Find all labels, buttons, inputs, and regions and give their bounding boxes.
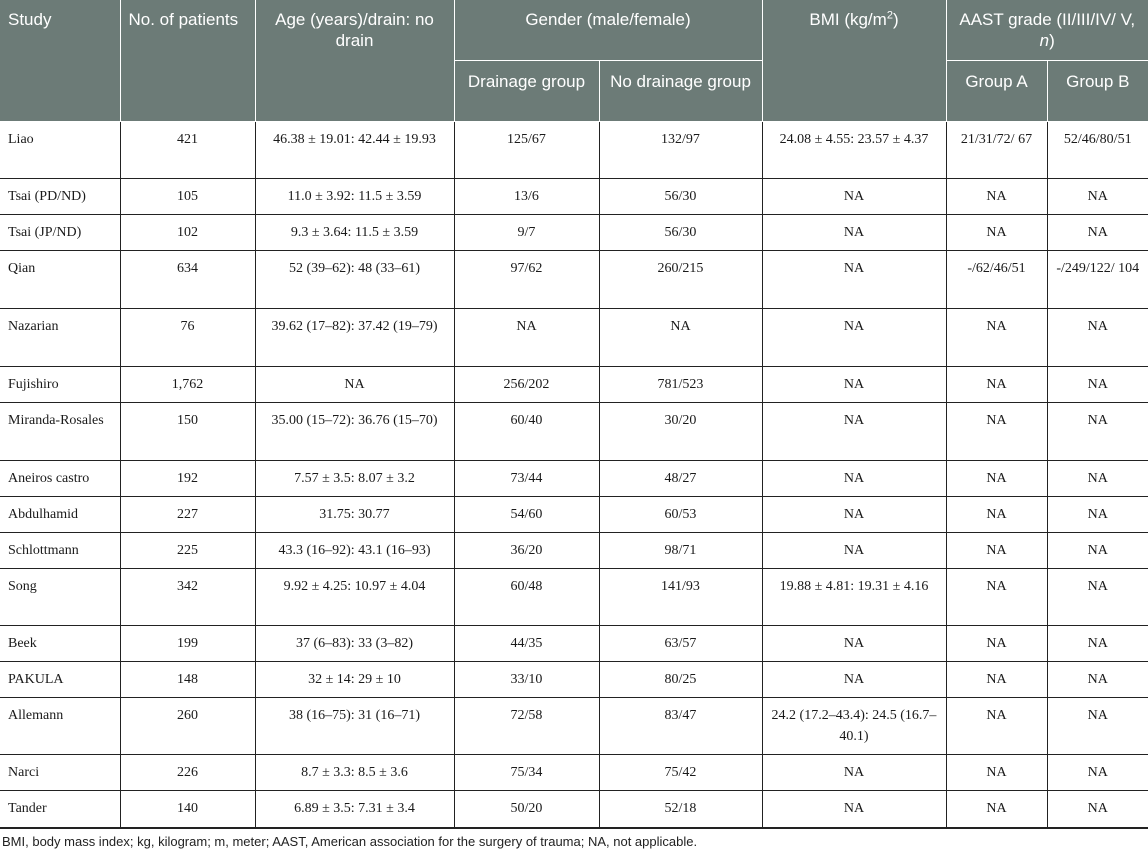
cell-gb: NA (1047, 309, 1148, 367)
cell-patients: 260 (120, 698, 255, 755)
cell-nodrain: 80/25 (599, 662, 762, 698)
cell-age: 39.62 (17–82): 37.42 (19–79) (255, 309, 454, 367)
cell-nodrain: 52/18 (599, 791, 762, 829)
cell-age: 52 (39–62): 48 (33–61) (255, 251, 454, 309)
cell-patients: 225 (120, 533, 255, 569)
table-row (0, 309, 1148, 367)
cell-gb: NA (1047, 497, 1148, 533)
cell-study: Abdulhamid (0, 497, 120, 533)
cell-nodrain: 98/71 (599, 533, 762, 569)
header-drainage-group: Drainage group (454, 61, 599, 122)
cell-bmi: NA (762, 251, 946, 309)
cell-bmi: 19.88 ± 4.81: 19.31 ± 4.16 (762, 569, 946, 626)
cell-bmi: NA (762, 215, 946, 251)
cell-age: NA (255, 367, 454, 403)
cell-gb: NA (1047, 698, 1148, 755)
cell-age: 31.75: 30.77 (255, 497, 454, 533)
cell-drain: 75/34 (454, 755, 599, 791)
cell-gb: NA (1047, 403, 1148, 461)
cell-gb: NA (1047, 662, 1148, 698)
cell-age: 6.89 ± 3.5: 7.31 ± 3.4 (255, 791, 454, 829)
cell-nodrain: 141/93 (599, 569, 762, 626)
header-group-b: Group B (1047, 61, 1148, 122)
cell-study: Song (0, 569, 120, 626)
cell-nodrain: 260/215 (599, 251, 762, 309)
cell-ga: NA (946, 309, 1047, 367)
cell-drain: 50/20 (454, 791, 599, 829)
cell-drain: 125/67 (454, 122, 599, 179)
header-bmi-close: ) (892, 10, 899, 29)
header-patients: No. of patients (120, 0, 255, 122)
header-gender: Gender (male/female) (454, 0, 762, 61)
header-aast-n: n (1039, 31, 1050, 50)
cell-patients: 1,762 (120, 367, 255, 403)
cell-patients: 226 (120, 755, 255, 791)
cell-ga: NA (946, 215, 1047, 251)
cell-nodrain: 56/30 (599, 179, 762, 215)
cell-nodrain: 132/97 (599, 122, 762, 179)
header-no-drainage-group: No drainage group (599, 61, 762, 122)
table-row (0, 251, 1148, 309)
cell-drain: 73/44 (454, 461, 599, 497)
cell-bmi: NA (762, 367, 946, 403)
cell-age: 43.3 (16–92): 43.1 (16–93) (255, 533, 454, 569)
table-row (0, 497, 1148, 533)
cell-nodrain: 75/42 (599, 755, 762, 791)
cell-study: PAKULA (0, 662, 120, 698)
cell-patients: 227 (120, 497, 255, 533)
cell-ga: NA (946, 698, 1047, 755)
cell-nodrain: 60/53 (599, 497, 762, 533)
cell-age: 46.38 ± 19.01: 42.44 ± 19.93 (255, 122, 454, 179)
cell-bmi: NA (762, 791, 946, 829)
cell-gb: NA (1047, 461, 1148, 497)
table-row (0, 662, 1148, 698)
table-row (0, 698, 1148, 755)
cell-study: Miranda-Rosales (0, 403, 120, 461)
cell-study: Fujishiro (0, 367, 120, 403)
cell-drain: 36/20 (454, 533, 599, 569)
cell-nodrain: 48/27 (599, 461, 762, 497)
cell-gb: NA (1047, 179, 1148, 215)
cell-patients: 150 (120, 403, 255, 461)
cell-nodrain: NA (599, 309, 762, 367)
cell-ga: 21/31/72/ 67 (946, 122, 1047, 179)
cell-drain: 97/62 (454, 251, 599, 309)
header-aast-close: ) (1049, 31, 1055, 50)
cell-gb: 52/46/80/51 (1047, 122, 1148, 179)
header-study: Study (0, 0, 120, 122)
cell-patients: 76 (120, 309, 255, 367)
table-footnote: BMI, body mass index; kg, kilogram; m, meter; AAST, American association for the surgery of trauma; NA, not applicable. (2, 834, 698, 849)
cell-patients: 105 (120, 179, 255, 215)
cell-ga: NA (946, 367, 1047, 403)
cell-bmi: 24.2 (17.2–43.4): 24.5 (16.7–40.1) (762, 698, 946, 755)
cell-patients: 102 (120, 215, 255, 251)
cell-drain: 54/60 (454, 497, 599, 533)
header-group-a: Group A (946, 61, 1047, 122)
table-row (0, 122, 1148, 179)
cell-bmi: NA (762, 626, 946, 662)
cell-nodrain: 781/523 (599, 367, 762, 403)
cell-drain: 60/48 (454, 569, 599, 626)
cell-age: 38 (16–75): 31 (16–71) (255, 698, 454, 755)
cell-patients: 140 (120, 791, 255, 829)
cell-gb: NA (1047, 215, 1148, 251)
cell-bmi: NA (762, 461, 946, 497)
cell-drain: 44/35 (454, 626, 599, 662)
cell-gb: NA (1047, 626, 1148, 662)
cell-gb: NA (1047, 569, 1148, 626)
cell-study: Tsai (PD/ND) (0, 179, 120, 215)
cell-bmi: NA (762, 755, 946, 791)
cell-age: 35.00 (15–72): 36.76 (15–70) (255, 403, 454, 461)
cell-age: 11.0 ± 3.92: 11.5 ± 3.59 (255, 179, 454, 215)
cell-gb: NA (1047, 367, 1148, 403)
cell-ga: NA (946, 533, 1047, 569)
cell-drain: 33/10 (454, 662, 599, 698)
table-body (0, 122, 1148, 829)
cell-gb: -/249/122/ 104 (1047, 251, 1148, 309)
cell-age: 32 ± 14: 29 ± 10 (255, 662, 454, 698)
cell-patients: 148 (120, 662, 255, 698)
cell-drain: 72/58 (454, 698, 599, 755)
cell-drain: 60/40 (454, 403, 599, 461)
cell-bmi: NA (762, 533, 946, 569)
table-row (0, 569, 1148, 626)
cell-ga: NA (946, 755, 1047, 791)
table-row (0, 179, 1148, 215)
cell-age: 9.3 ± 3.64: 11.5 ± 3.59 (255, 215, 454, 251)
cell-patients: 342 (120, 569, 255, 626)
cell-bmi: NA (762, 403, 946, 461)
header-aast (946, 0, 1148, 61)
cell-ga: NA (946, 626, 1047, 662)
cell-gb: NA (1047, 755, 1148, 791)
cell-ga: NA (946, 461, 1047, 497)
cell-nodrain: 30/20 (599, 403, 762, 461)
cell-ga: -/62/46/51 (946, 251, 1047, 309)
cell-ga: NA (946, 569, 1047, 626)
cell-study: Allemann (0, 698, 120, 755)
cell-drain: NA (454, 309, 599, 367)
cell-drain: 256/202 (454, 367, 599, 403)
cell-bmi: NA (762, 497, 946, 533)
cell-study: Qian (0, 251, 120, 309)
cell-age: 7.57 ± 3.5: 8.07 ± 3.2 (255, 461, 454, 497)
cell-ga: NA (946, 179, 1047, 215)
table-row (0, 755, 1148, 791)
cell-drain: 9/7 (454, 215, 599, 251)
cell-bmi: NA (762, 309, 946, 367)
cell-nodrain: 56/30 (599, 215, 762, 251)
table-row (0, 461, 1148, 497)
table-row (0, 215, 1148, 251)
cell-nodrain: 83/47 (599, 698, 762, 755)
header-aast-text: AAST grade (II/III/IV/ V, (959, 10, 1136, 29)
header-bmi-sup: 2 (886, 9, 893, 22)
cell-ga: NA (946, 662, 1047, 698)
cell-age: 37 (6–83): 33 (3–82) (255, 626, 454, 662)
table-row (0, 403, 1148, 461)
cell-study: Beek (0, 626, 120, 662)
cell-study: Narci (0, 755, 120, 791)
table-row (0, 533, 1148, 569)
cell-study: Tander (0, 791, 120, 829)
cell-ga: NA (946, 497, 1047, 533)
header-age: Age (years)/drain: no drain (255, 0, 454, 122)
cell-study: Schlottmann (0, 533, 120, 569)
cell-age: 8.7 ± 3.3: 8.5 ± 3.6 (255, 755, 454, 791)
cell-ga: NA (946, 403, 1047, 461)
header-bmi (762, 0, 946, 122)
cell-patients: 421 (120, 122, 255, 179)
cell-drain: 13/6 (454, 179, 599, 215)
cell-study: Aneiros castro (0, 461, 120, 497)
cell-patients: 192 (120, 461, 255, 497)
cell-patients: 199 (120, 626, 255, 662)
table-row (0, 367, 1148, 403)
cell-bmi: NA (762, 179, 946, 215)
cell-bmi: 24.08 ± 4.55: 23.57 ± 4.37 (762, 122, 946, 179)
cell-study: Nazarian (0, 309, 120, 367)
table-row (0, 791, 1148, 829)
header-bmi-text: BMI (kg/m (809, 10, 887, 29)
cell-patients: 634 (120, 251, 255, 309)
table-row (0, 626, 1148, 662)
cell-ga: NA (946, 791, 1047, 829)
cell-gb: NA (1047, 791, 1148, 829)
cell-nodrain: 63/57 (599, 626, 762, 662)
cell-bmi: NA (762, 662, 946, 698)
cell-gb: NA (1047, 533, 1148, 569)
cell-study: Liao (0, 122, 120, 179)
cell-study: Tsai (JP/ND) (0, 215, 120, 251)
cell-age: 9.92 ± 4.25: 10.97 ± 4.04 (255, 569, 454, 626)
